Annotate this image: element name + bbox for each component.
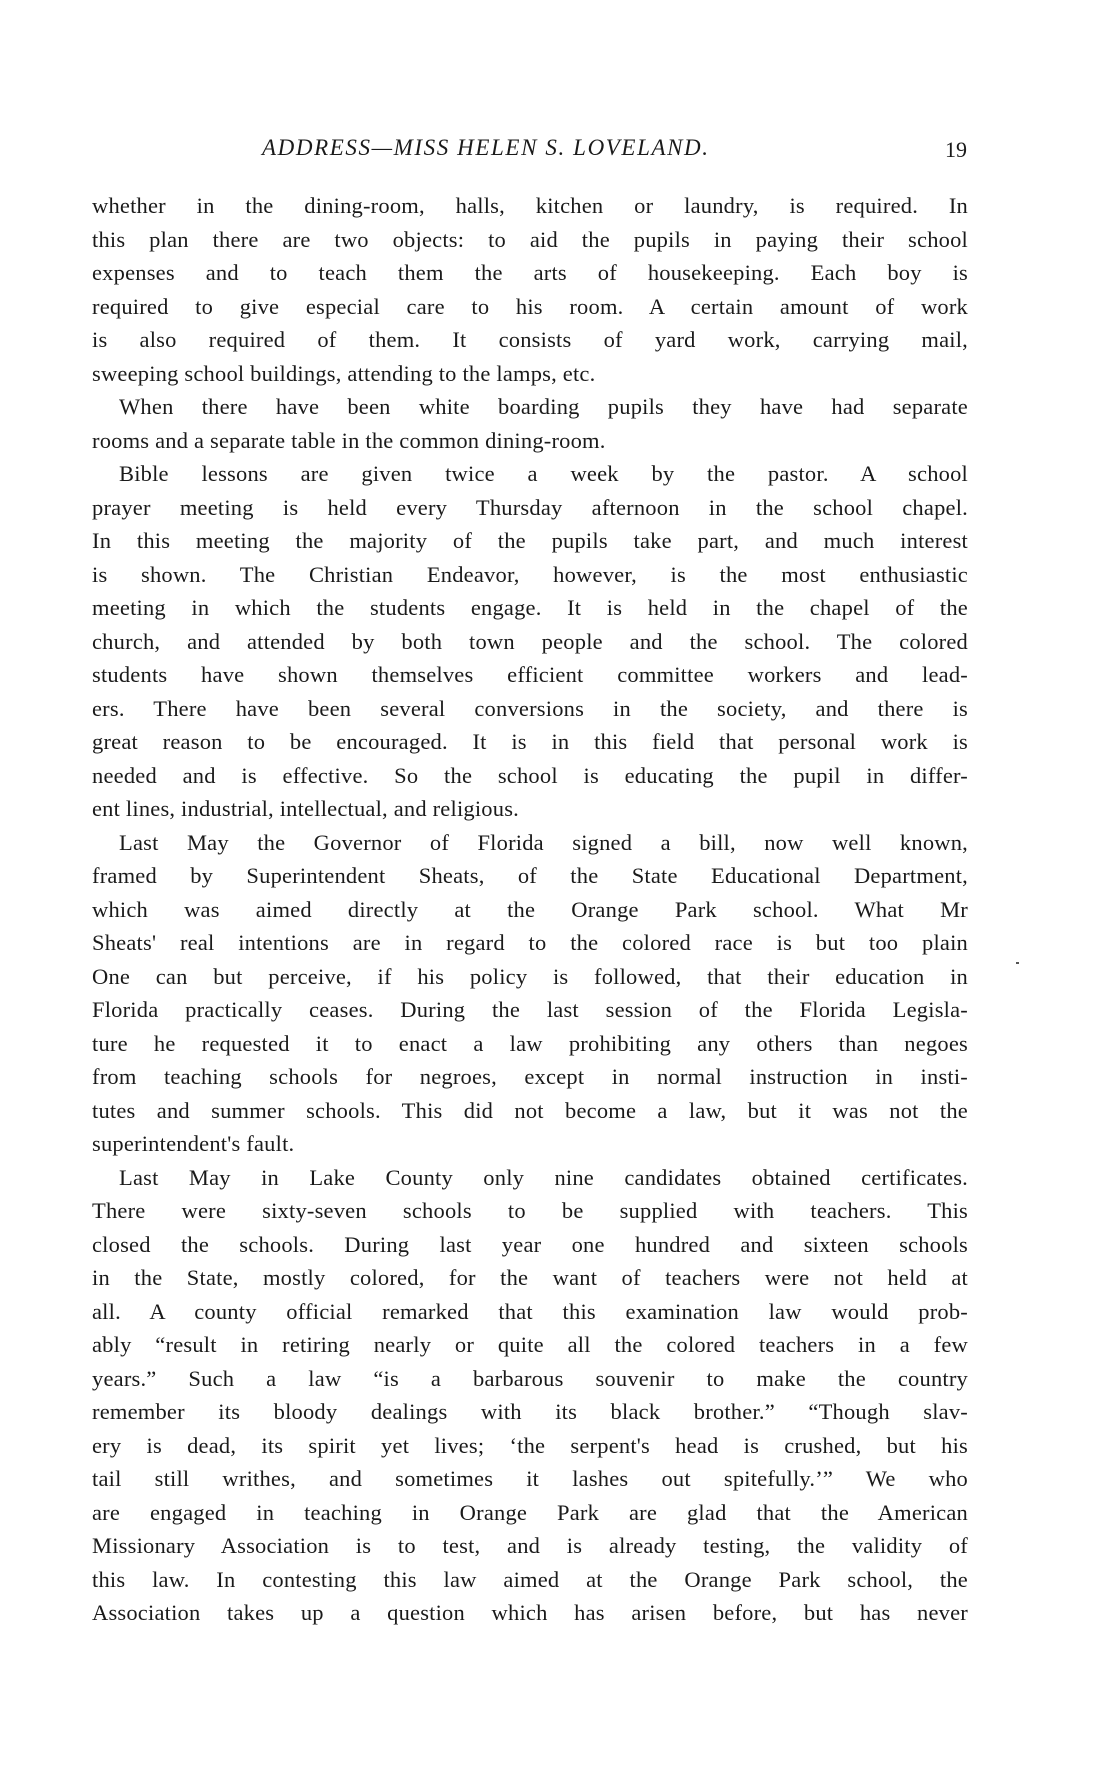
text-line: in the State, mostly colored, for the want of teachers were not held at [92, 1265, 968, 1290]
text-line: One can but perceive, if his policy is followed, that their education in [92, 963, 968, 989]
text-line: Sheats' real intentions are in regard to the colored race is but too plain [92, 930, 968, 955]
text-line: superintendent's fault. [92, 1131, 295, 1156]
body-text [92, 189, 968, 1630]
text-line: are engaged in teaching in Orange Park are glad that the American [92, 1499, 968, 1525]
text-line: from teaching schools for negroes, except in normal instruction in insti- [92, 1064, 968, 1089]
text-line: needed and is effective. So the school is educating the pupil in differ- [92, 762, 968, 788]
paragraph [92, 390, 968, 457]
text-line: is shown. The Christian Endeavor, however, is the most enthusiastic [92, 561, 968, 587]
text-line: is also required of them. It consists of yard work, carrying mail, [92, 327, 968, 352]
text-line: ent lines, industrial, intellectual, and religious. [92, 796, 519, 821]
text-line: framed by Superintendent Sheats, of the State Educational Department, [92, 863, 968, 888]
paragraph [92, 189, 968, 390]
text-line: Association takes up a question which has arisen before, but has never [92, 1600, 968, 1625]
page-number: 19 [945, 137, 967, 162]
text-line: years.” Such a law “is a barbarous souvenir to make the country [92, 1365, 968, 1391]
text-line: meeting in which the students engage. It is held in the chapel of the [92, 595, 968, 620]
text-line: all. A county official remarked that this examination law would prob- [92, 1298, 968, 1324]
text-line: ably “result in retiring nearly or quite all the colored teachers in a few [92, 1332, 968, 1357]
text-line: Missionary Association is to test, and is already testing, the validity of [92, 1533, 968, 1558]
text-line: Last May the Governor of Florida signed a bill, now well known, [119, 829, 968, 855]
text-line: whether in the dining-room, halls, kitchen or laundry, is required. In [92, 193, 968, 218]
text-line: required to give especial care to his room. A certain amount of work [92, 293, 968, 319]
text-line: Last May in Lake County only nine candidates obtained certificates. [119, 1164, 968, 1190]
text-line: this law. In contesting this law aimed at the Orange Park school, the [92, 1566, 968, 1592]
text-line: expenses and to teach them the arts of housekeeping. Each boy is [92, 260, 968, 285]
paragraph [92, 826, 968, 1161]
text-line: ers. There have been several conversions in the society, and there is [92, 695, 968, 721]
text-line: Bible lessons are given twice a week by the pastor. A school [119, 461, 968, 486]
text-line: students have shown themselves efficient committee workers and lead- [92, 662, 968, 687]
running-head [0, 130, 1120, 166]
text-line: tutes and summer schools. This did not become a law, but it was not the [92, 1097, 968, 1123]
text-line: closed the schools. During last year one hundred and sixteen schools [92, 1231, 968, 1257]
text-line: church, and attended by both town people and the school. The colored [92, 628, 968, 654]
text-line: In this meeting the majority of the pupils take part, and much interest [92, 528, 968, 553]
text-line: When there have been white boarding pupils they have had separate [119, 394, 968, 419]
text-line: tail still writhes, and sometimes it lashes out spitefully.’” We who [92, 1466, 968, 1491]
text-line: There were sixty-seven schools to be supplied with teachers. This [92, 1198, 968, 1223]
paragraph [92, 457, 968, 826]
text-line: great reason to be encouraged. It is in this field that personal work is [92, 729, 968, 754]
text-line: remember its bloody dealings with its black brother.” “Though slav- [92, 1399, 968, 1424]
text-line: ture he requested it to enact a law prohibiting any others than negoes [92, 1030, 968, 1056]
text-line: rooms and a separate table in the common dining-room. [92, 427, 606, 453]
scan-speck [1016, 962, 1019, 964]
text-line: ery is dead, its spirit yet lives; ‘the serpent's head is crushed, but his [92, 1432, 968, 1458]
text-line: which was aimed directly at the Orange Park school. What Mr [92, 896, 968, 922]
text-line: this plan there are two objects: to aid the pupils in paying their school [92, 226, 968, 252]
text-line: Florida practically ceases. During the last session of the Florida Legisla- [92, 997, 968, 1022]
text-line: sweeping school buildings, attending to the lamps, etc. [92, 360, 596, 386]
paragraph [92, 1161, 968, 1630]
text-line: prayer meeting is held every Thursday afternoon in the school chapel. [92, 494, 968, 520]
running-title: ADDRESS—MISS HELEN S. LOVELAND. [262, 135, 710, 160]
